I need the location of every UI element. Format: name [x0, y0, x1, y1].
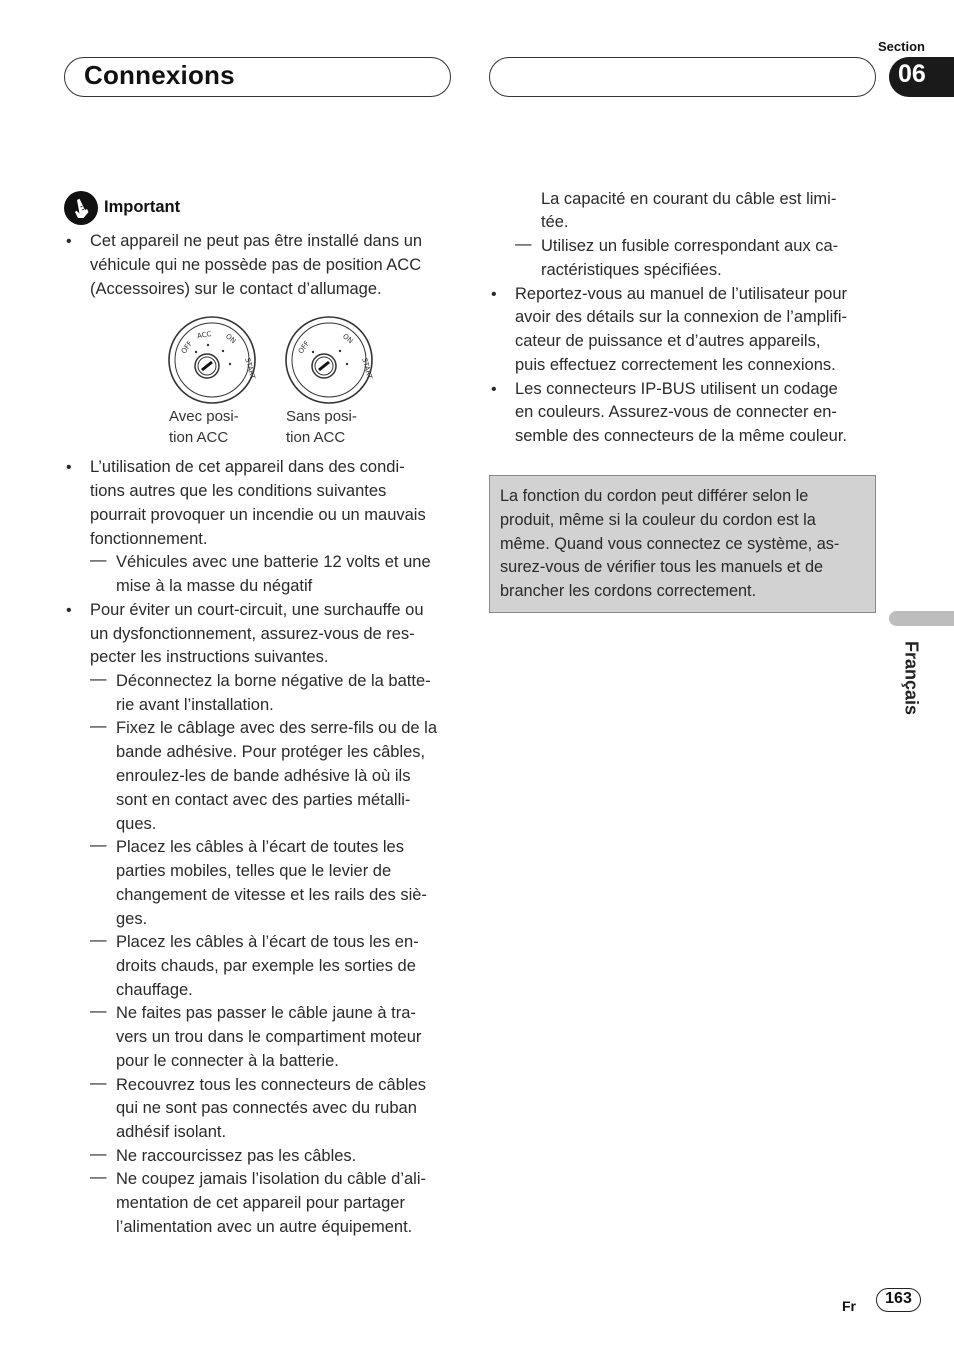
dash-marker: — — [90, 1002, 107, 1020]
body-line: Cet appareil ne peut pas être installé dans un — [90, 232, 423, 250]
body-line: Les connecteurs IP-BUS utilisent un codage — [515, 380, 838, 398]
dash-marker: — — [90, 717, 107, 735]
dash-marker: — — [90, 551, 107, 569]
body-line: rie avant l’installation. — [116, 696, 274, 714]
body-line: Ne coupez jamais l’isolation du câble d’ali- — [116, 1170, 426, 1188]
body-line: enroulez-les de bande adhésive là où ils — [116, 767, 411, 785]
note-line: La fonction du cordon peut différer selon le — [500, 487, 809, 505]
dash-marker: — — [90, 1145, 107, 1163]
body-line: qui ne sont pas connectés avec du ruban — [116, 1099, 417, 1117]
language-tab — [898, 632, 924, 724]
header-empty-frame — [489, 57, 876, 97]
dash-marker: — — [515, 235, 532, 253]
body-line: véhicule qui ne possède pas de position ACC — [90, 256, 422, 274]
body-line: avoir des détails sur la connexion de l’amplifi- — [515, 308, 847, 326]
bullet-marker: • — [491, 286, 497, 303]
body-line: pour le connecter à la batterie. — [116, 1052, 339, 1070]
bullet-marker: • — [66, 459, 72, 476]
body-line: La capacité en courant du câble est limi- — [541, 190, 837, 208]
body-line: bande adhésive. Pour protéger les câbles, — [116, 743, 426, 761]
dash-marker: — — [90, 931, 107, 949]
ignition-switch-acc-figure — [167, 315, 257, 405]
body-line: en couleurs. Assurez-vous de connecter en- — [515, 403, 837, 421]
section-label: Section — [878, 39, 925, 54]
figure-caption: Avec posi- — [169, 408, 239, 425]
figure-caption: Sans posi- — [286, 408, 357, 425]
body-line: Fixez le câblage avec des serre-fils ou de la — [116, 719, 437, 737]
body-line: cateur de puissance et d’autres appareils, — [515, 332, 821, 350]
body-line: Ne faites pas passer le câble jaune à tra- — [116, 1004, 416, 1022]
ignition-label: START — [360, 357, 374, 381]
body-line: L’utilisation de cet appareil dans des condi- — [90, 458, 405, 476]
body-line: Reportez-vous au manuel de l’utilisateur pour — [515, 285, 848, 303]
ignition-label: ON — [340, 332, 355, 346]
ignition-switch-no-acc-figure — [284, 315, 374, 405]
bullet-marker: • — [66, 602, 72, 619]
body-line: Utilisez un fusible correspondant aux ca- — [541, 237, 839, 255]
page-number: 163 — [885, 1290, 912, 1307]
body-line: ques. — [116, 815, 157, 833]
figure-caption: tion ACC — [169, 429, 229, 446]
body-line: pecter les instructions suivantes. — [90, 648, 329, 666]
body-line: ges. — [116, 910, 148, 928]
ignition-label: ACC — [196, 329, 213, 341]
body-line: (Accessoires) sur le contact d’allumage. — [90, 280, 382, 298]
ignition-label: OFF — [296, 339, 312, 356]
body-line: Déconnectez la borne négative de la batte- — [116, 672, 431, 690]
body-line: droits chauds, par exemple les sorties de — [116, 957, 416, 975]
body-line: Pour éviter un court-circuit, une surchauffe ou — [90, 601, 424, 619]
body-line: vers un trou dans le compartiment moteur — [116, 1028, 422, 1046]
body-line: pourrait provoquer un incendie ou un mauvais — [90, 506, 426, 524]
dash-marker: — — [90, 1074, 107, 1092]
bullet-marker: • — [491, 381, 497, 398]
body-line: changement de vitesse et les rails des siè- — [116, 886, 427, 904]
body-line: semble des connecteurs de la même couleur. — [515, 427, 848, 445]
note-box — [489, 475, 876, 613]
footer-language: Fr — [842, 1298, 856, 1314]
body-line: Placez les câbles à l’écart de tous les en- — [116, 933, 419, 951]
body-line: Recouvrez tous les connecteurs de câbles — [116, 1076, 427, 1094]
ignition-label: ON — [223, 332, 238, 346]
body-line: Ne raccourcissez pas les câbles. — [116, 1147, 357, 1165]
body-line: tée. — [541, 213, 569, 231]
body-line: adhésif isolant. — [116, 1123, 227, 1141]
body-line: mise à la masse du négatif — [116, 577, 313, 595]
body-line: puis effectuez correctement les connexions. — [515, 356, 836, 374]
body-line: fonctionnement. — [90, 530, 208, 548]
dash-marker: — — [90, 836, 107, 854]
body-line: l’alimentation avec un autre équipement. — [116, 1218, 413, 1236]
note-line: brancher les cordons correctement. — [500, 582, 757, 600]
ignition-label: START — [243, 357, 257, 381]
note-line: produit, même si la couleur du cordon est la — [500, 511, 816, 529]
body-line: Placez les câbles à l’écart de toutes les — [116, 838, 404, 856]
pointing-hand-icon — [64, 191, 98, 225]
page-title: Connexions — [84, 60, 235, 90]
body-line: mentation de cet appareil pour partager — [116, 1194, 405, 1212]
section-number: 06 — [898, 60, 926, 88]
language-tab-marker — [889, 611, 954, 626]
body-line: tions autres que les conditions suivantes — [90, 482, 387, 500]
body-line: parties mobiles, telles que le levier de — [116, 862, 392, 880]
body-line: chauffage. — [116, 981, 193, 999]
body-line: un dysfonctionnement, assurez-vous de res- — [90, 625, 415, 643]
ignition-label: OFF — [179, 339, 195, 356]
dash-marker: — — [90, 1168, 107, 1186]
body-line: sont en contact avec des parties métalli- — [116, 791, 411, 809]
language-tab-label: Français — [901, 640, 922, 716]
note-line: même. Quand vous connectez ce système, as- — [500, 535, 840, 553]
dash-marker: — — [90, 670, 107, 688]
note-line: surez-vous de vérifier tous les manuels et de — [500, 558, 824, 576]
body-line: ractéristiques spécifiées. — [541, 261, 722, 279]
body-line: Véhicules avec une batterie 12 volts et une — [116, 553, 431, 571]
bullet-marker: • — [66, 233, 72, 250]
important-label: Important — [104, 198, 181, 216]
figure-caption: tion ACC — [286, 429, 346, 446]
